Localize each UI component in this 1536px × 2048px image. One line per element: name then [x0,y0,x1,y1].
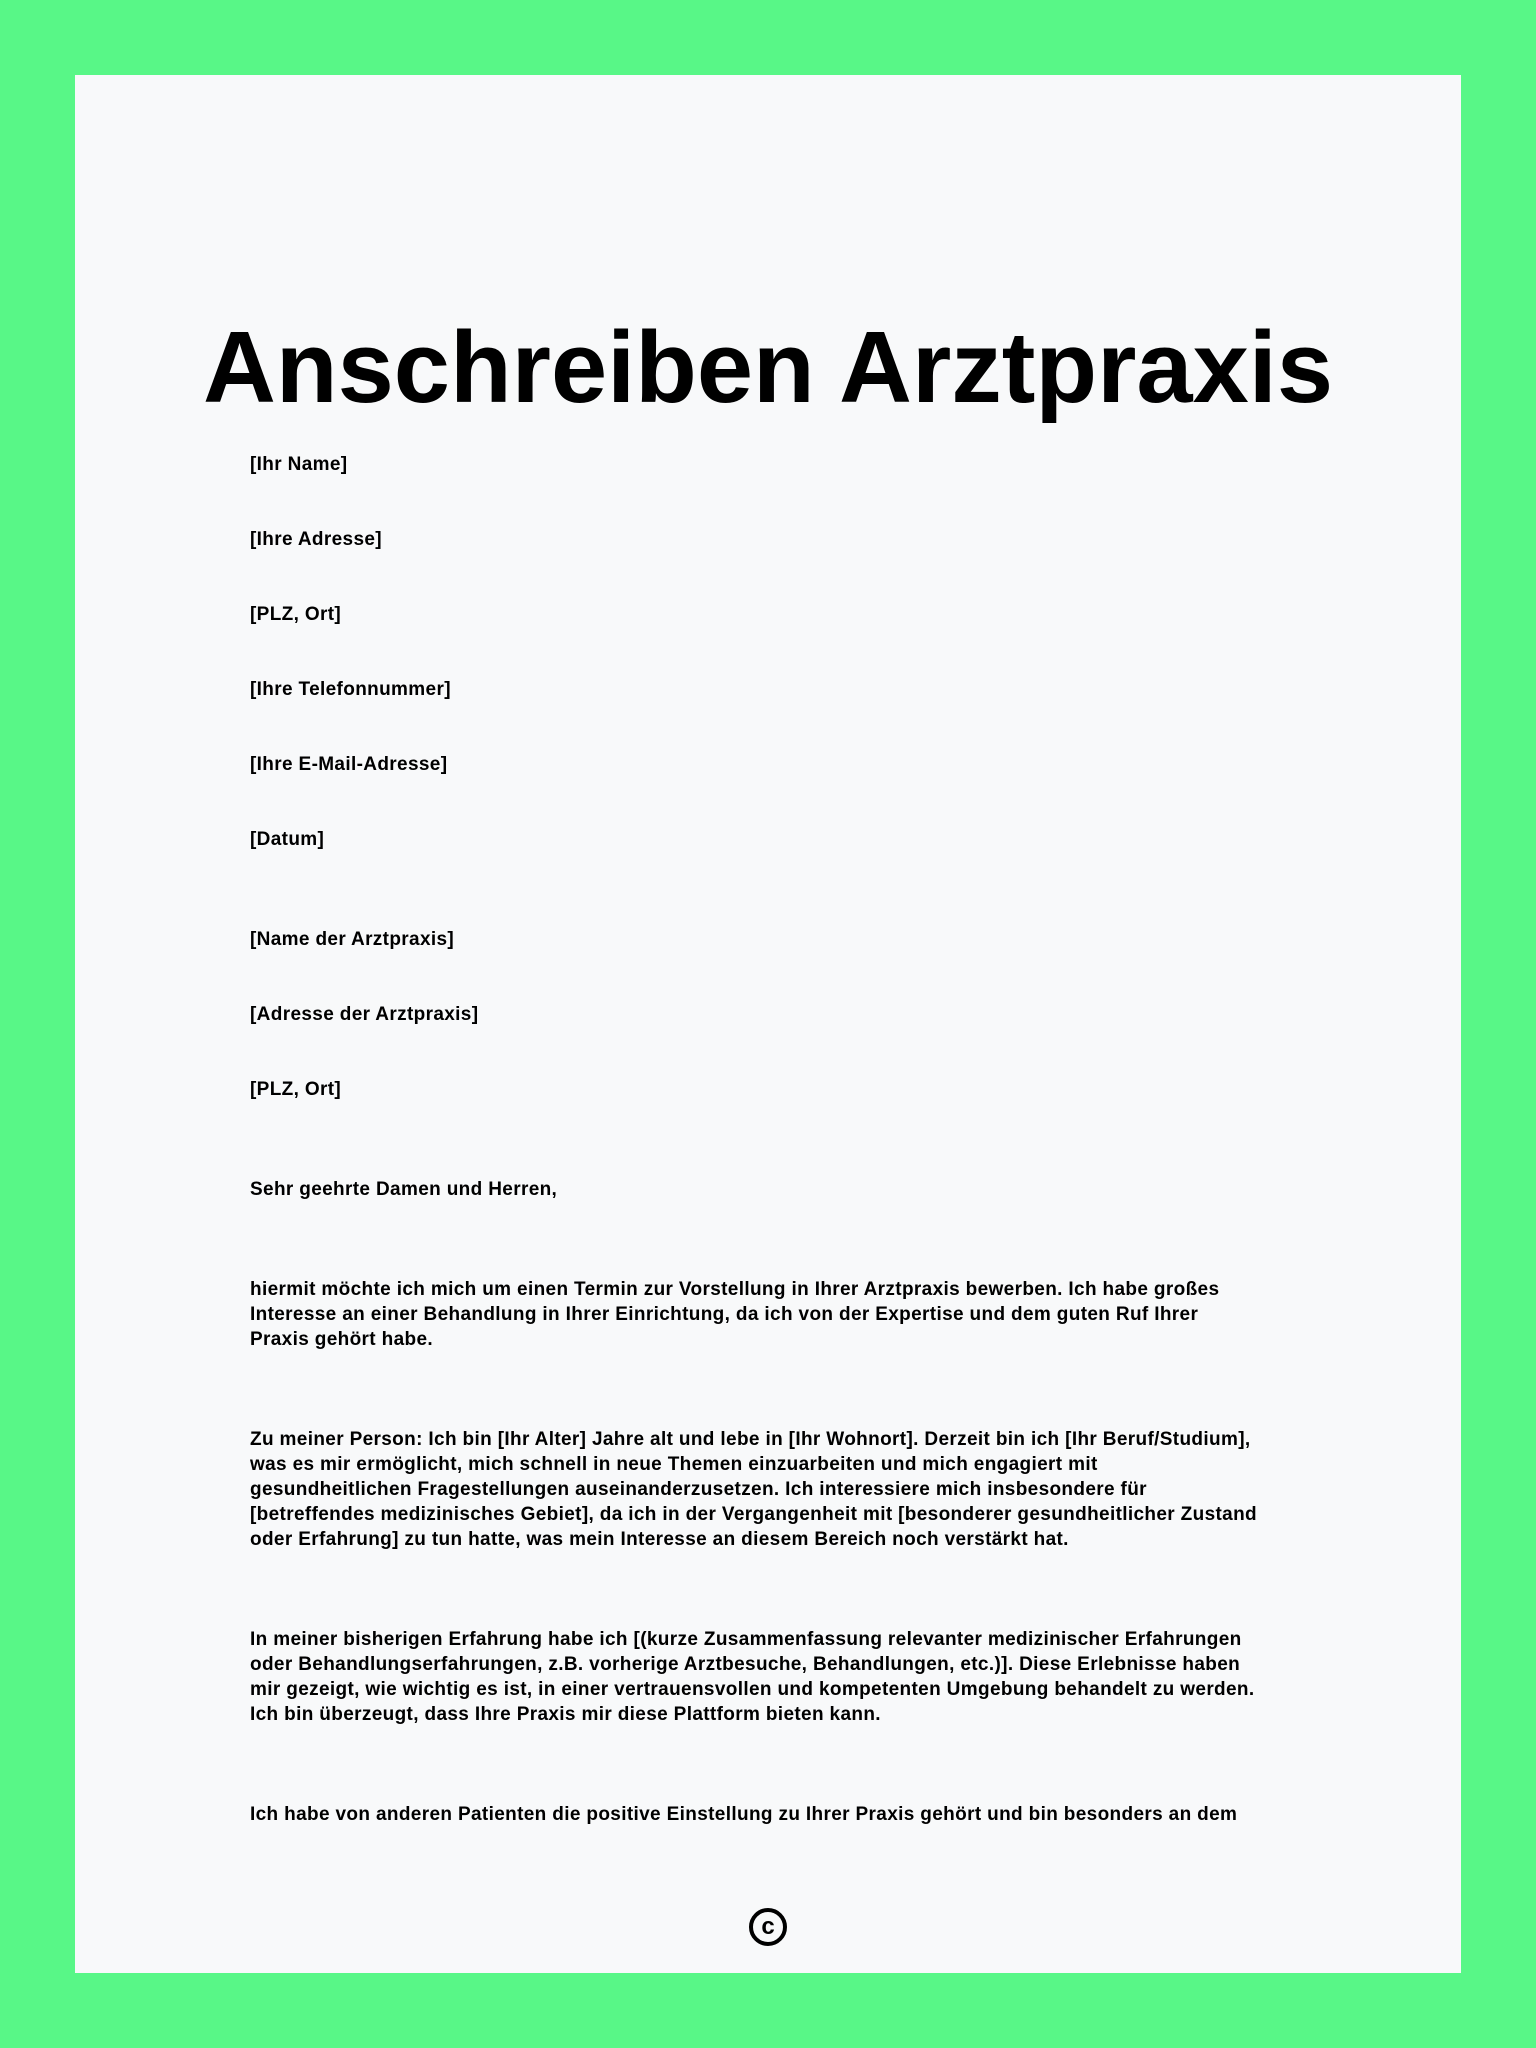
body-paragraph-intro [250,1277,1310,1352]
paragraph-line: Ich habe von anderen Patienten die positive Einstellung zu Ihrer Praxis gehört und bin besonders an dem [250,1804,1238,1825]
body-paragraph-about-me [250,1427,1310,1552]
body-paragraph-reputation [250,1802,1310,1827]
paragraph-line: oder Erfahrung] zu tun hatte, was mein Interesse an diesem Bereich noch verstärkt hat. [250,1529,1069,1550]
paragraph-line: Interesse an einer Behandlung in Ihrer Einrichtung, da ich von der Expertise und dem guten Ruf Ihrer [250,1304,1199,1325]
paragraph-line: Praxis gehört habe. [250,1329,433,1350]
body-paragraph-experience [250,1627,1310,1727]
recipient-zip-city: [PLZ, Ort] [250,1079,342,1100]
paragraph-line: In meiner bisherigen Erfahrung habe ich [(kurze Zusammenfassung relevanter medizinischer Erfahrungen [250,1629,1242,1650]
recipient-name: [Name der Arztpraxis] [250,929,455,950]
paragraph-line: mir gezeigt, wie wichtig es ist, in einer vertrauensvollen und kompetenten Umgebung behandelt zu werden. [250,1679,1255,1700]
paragraph-line: oder Behandlungserfahrungen, z.B. vorherige Arztbesuche, Behandlungen, etc.)]. Diese Erlebnisse haben [250,1654,1241,1675]
sender-address: [Ihre Adresse] [250,529,382,550]
paragraph-line: hiermit möchte ich mich um einen Termin zur Vorstellung in Ihrer Arztpraxis bewerben. Ich habe großes [250,1279,1220,1300]
sender-email: [Ihre E-Mail-Adresse] [250,754,448,775]
sender-zip-city: [PLZ, Ort] [250,604,342,625]
sender-phone: [Ihre Telefonnummer] [250,679,451,700]
document-page [75,75,1461,1973]
paragraph-line: [betreffendes medizinisches Gebiet], da ich in der Vergangenheit mit [besonderer gesundheitlicher Zustand [250,1504,1258,1525]
paragraph-line: gesundheitlichen Fragestellungen auseinanderzusetzen. Ich interessiere mich insbesondere für [250,1479,1147,1500]
paragraph-line: was es mir ermöglicht, mich schnell in neue Themen einzuarbeiten und mich engagiert mit [250,1454,1098,1475]
document-title: Anschreiben Arztpraxis [202,312,1334,424]
recipient-address: [Adresse der Arztpraxis] [250,1004,479,1025]
paragraph-line: Ich bin überzeugt, dass Ihre Praxis mir diese Plattform bieten kann. [250,1704,881,1725]
paragraph-line: Zu meiner Person: Ich bin [Ihr Alter] Jahre alt und lebe in [Ihr Wohnort]. Derzeit bin ich [Ihr Beruf/Studium], [250,1429,1251,1450]
sender-name: [Ihr Name] [250,454,348,475]
letter-date: [Datum] [250,829,325,850]
copyright-letter: c [761,1913,775,1940]
salutation: Sehr geehrte Damen und Herren, [250,1179,558,1200]
copyright-icon [749,1908,787,1946]
